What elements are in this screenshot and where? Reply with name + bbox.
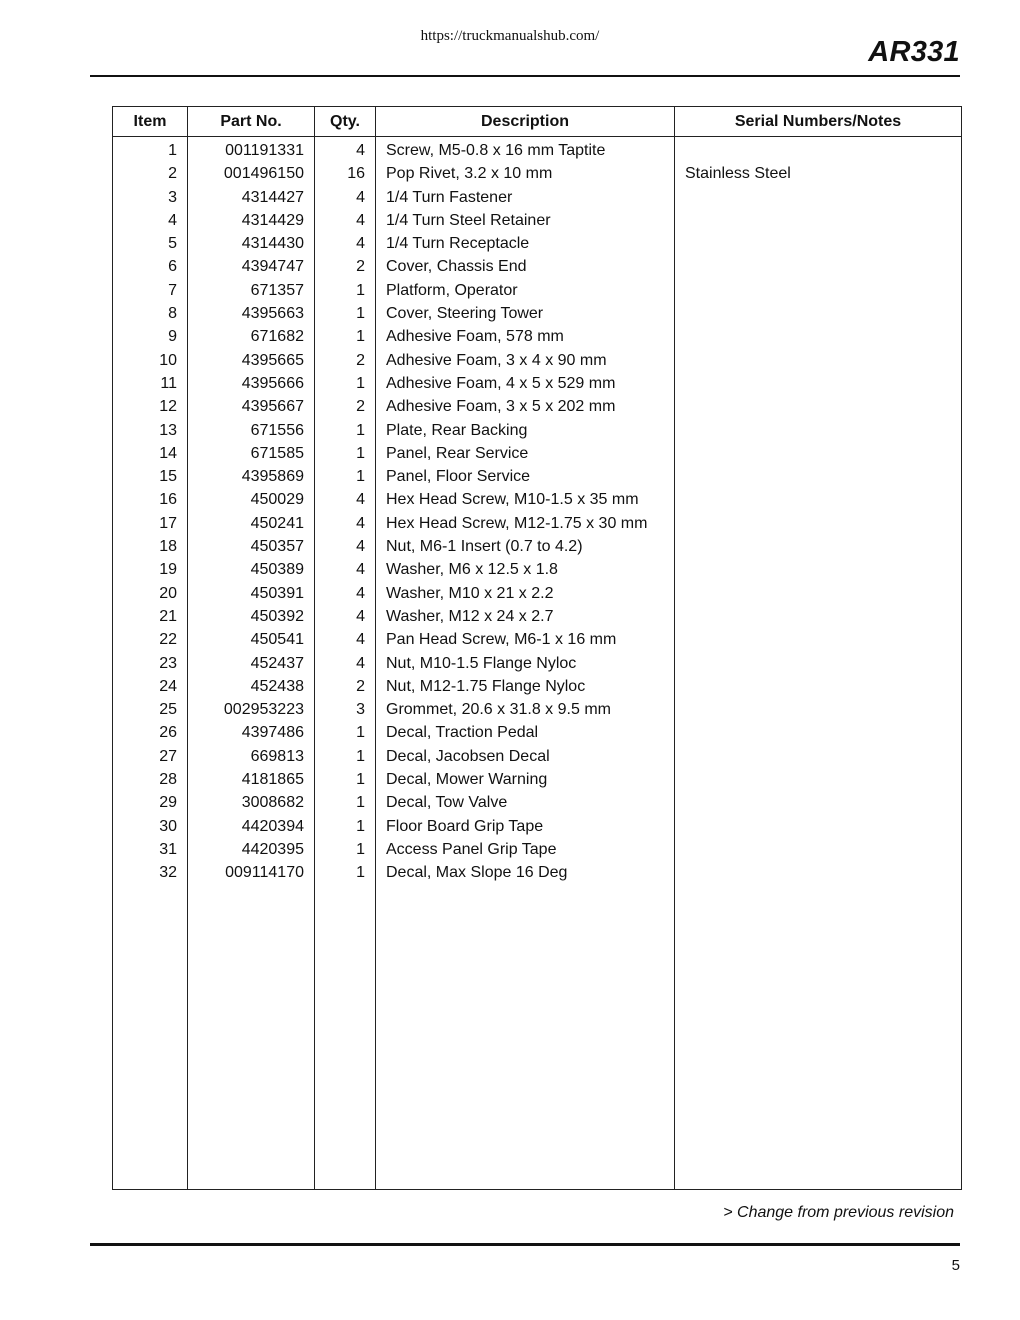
quantity-cell: 4 [315, 605, 376, 628]
notes-cell [675, 232, 962, 255]
table-row [113, 558, 962, 581]
part-number-cell: 009114170 [188, 861, 315, 884]
part-number-cell: 671357 [188, 279, 315, 302]
table-row [113, 465, 962, 488]
table-row [113, 419, 962, 442]
item-number-cell: 16 [113, 488, 188, 511]
table-row [113, 535, 962, 558]
item-number-cell: 25 [113, 698, 188, 721]
part-number-cell: 450391 [188, 582, 315, 605]
quantity-cell: 1 [315, 721, 376, 744]
quantity-cell: 1 [315, 279, 376, 302]
description-cell: Panel, Rear Service [376, 442, 675, 465]
part-number-cell: 4181865 [188, 768, 315, 791]
description-cell: Washer, M12 x 24 x 2.7 [376, 605, 675, 628]
revision-note: > Change from previous revision [723, 1204, 954, 1221]
table-row [113, 582, 962, 605]
notes-cell [675, 652, 962, 675]
item-number-cell: 6 [113, 255, 188, 278]
table-row [113, 209, 962, 232]
part-number-cell: 452438 [188, 675, 315, 698]
part-number-cell: 671556 [188, 419, 315, 442]
part-number-cell: 4395666 [188, 372, 315, 395]
quantity-cell: 2 [315, 675, 376, 698]
empty-cell [376, 885, 675, 1190]
quantity-cell: 1 [315, 815, 376, 838]
part-number-cell: 450389 [188, 558, 315, 581]
notes-cell [675, 861, 962, 884]
table-row [113, 372, 962, 395]
description-cell: Adhesive Foam, 3 x 5 x 202 mm [376, 395, 675, 418]
description-cell: Cover, Steering Tower [376, 302, 675, 325]
description-cell: Adhesive Foam, 3 x 4 x 90 mm [376, 349, 675, 372]
table-row [113, 861, 962, 884]
part-number-cell: 4314429 [188, 209, 315, 232]
quantity-cell: 2 [315, 255, 376, 278]
parts-table-body [113, 137, 962, 1190]
part-number-cell: 4314427 [188, 186, 315, 209]
description-cell: Cover, Chassis End [376, 255, 675, 278]
part-number-cell: 452437 [188, 652, 315, 675]
part-number-cell: 450357 [188, 535, 315, 558]
notes-cell [675, 186, 962, 209]
table-filler-row [113, 885, 962, 1190]
item-number-cell: 20 [113, 582, 188, 605]
header-divider [90, 75, 960, 77]
description-cell: Adhesive Foam, 4 x 5 x 529 mm [376, 372, 675, 395]
quantity-cell: 16 [315, 162, 376, 185]
item-number-cell: 24 [113, 675, 188, 698]
item-number-cell: 15 [113, 465, 188, 488]
notes-cell [675, 535, 962, 558]
quantity-cell: 4 [315, 652, 376, 675]
notes-cell [675, 698, 962, 721]
notes-cell [675, 791, 962, 814]
parts-list-table [112, 106, 962, 1190]
description-cell: Washer, M10 x 21 x 2.2 [376, 582, 675, 605]
quantity-cell: 1 [315, 768, 376, 791]
table-row [113, 698, 962, 721]
table-row [113, 675, 962, 698]
notes-cell [675, 745, 962, 768]
description-cell: Decal, Mower Warning [376, 768, 675, 791]
part-number-cell: 4420395 [188, 838, 315, 861]
source-url: https://truckmanualshub.com/ [420, 28, 600, 44]
description-cell: 1/4 Turn Fastener [376, 186, 675, 209]
item-number-cell: 26 [113, 721, 188, 744]
notes-cell [675, 325, 962, 348]
empty-cell [675, 885, 962, 1190]
notes-cell [675, 137, 962, 163]
item-number-cell: 32 [113, 861, 188, 884]
part-number-cell: 4395667 [188, 395, 315, 418]
description-cell: 1/4 Turn Steel Retainer [376, 209, 675, 232]
table-row [113, 186, 962, 209]
quantity-cell: 2 [315, 395, 376, 418]
notes-cell [675, 419, 962, 442]
description-cell: Floor Board Grip Tape [376, 815, 675, 838]
part-number-cell: 4394747 [188, 255, 315, 278]
table-row [113, 395, 962, 418]
item-number-cell: 9 [113, 325, 188, 348]
empty-cell [113, 885, 188, 1190]
item-number-cell: 31 [113, 838, 188, 861]
table-row [113, 721, 962, 744]
item-number-cell: 2 [113, 162, 188, 185]
footer-divider [90, 1243, 960, 1246]
item-number-cell: 4 [113, 209, 188, 232]
quantity-cell: 4 [315, 186, 376, 209]
table-row [113, 838, 962, 861]
notes-cell [675, 465, 962, 488]
quantity-cell: 1 [315, 791, 376, 814]
notes-cell [675, 372, 962, 395]
part-number-cell: 671585 [188, 442, 315, 465]
description-cell: Screw, M5-0.8 x 16 mm Taptite [376, 137, 675, 163]
notes-cell [675, 768, 962, 791]
item-number-cell: 17 [113, 512, 188, 535]
column-header-description: Description [376, 107, 675, 137]
notes-cell [675, 442, 962, 465]
notes-cell [675, 209, 962, 232]
item-number-cell: 19 [113, 558, 188, 581]
quantity-cell: 4 [315, 582, 376, 605]
quantity-cell: 1 [315, 325, 376, 348]
column-header-qty: Qty. [315, 107, 376, 137]
notes-cell [675, 582, 962, 605]
quantity-cell: 4 [315, 535, 376, 558]
part-number-cell: 450241 [188, 512, 315, 535]
quantity-cell: 4 [315, 628, 376, 651]
notes-cell [675, 721, 962, 744]
part-number-cell: 4395663 [188, 302, 315, 325]
table-row [113, 628, 962, 651]
part-number-cell: 4395665 [188, 349, 315, 372]
quantity-cell: 4 [315, 232, 376, 255]
description-cell: Nut, M10-1.5 Flange Nyloc [376, 652, 675, 675]
quantity-cell: 2 [315, 349, 376, 372]
table-header-row [113, 107, 962, 137]
table-row [113, 442, 962, 465]
table-row [113, 255, 962, 278]
table-row [113, 232, 962, 255]
item-number-cell: 1 [113, 137, 188, 163]
notes-cell [675, 675, 962, 698]
table-row [113, 325, 962, 348]
notes-cell [675, 488, 962, 511]
quantity-cell: 1 [315, 838, 376, 861]
item-number-cell: 13 [113, 419, 188, 442]
description-cell: Decal, Max Slope 16 Deg [376, 861, 675, 884]
part-number-cell: 4314430 [188, 232, 315, 255]
item-number-cell: 10 [113, 349, 188, 372]
table-row [113, 349, 962, 372]
notes-cell [675, 279, 962, 302]
table-row [113, 745, 962, 768]
table-row [113, 512, 962, 535]
description-cell: Plate, Rear Backing [376, 419, 675, 442]
item-number-cell: 21 [113, 605, 188, 628]
item-number-cell: 12 [113, 395, 188, 418]
table-row [113, 791, 962, 814]
page-number: 5 [951, 1257, 960, 1274]
table-row [113, 137, 962, 163]
item-number-cell: 3 [113, 186, 188, 209]
quantity-cell: 4 [315, 512, 376, 535]
description-cell: Decal, Traction Pedal [376, 721, 675, 744]
notes-cell [675, 605, 962, 628]
quantity-cell: 1 [315, 372, 376, 395]
part-number-cell: 002953223 [188, 698, 315, 721]
description-cell: Platform, Operator [376, 279, 675, 302]
item-number-cell: 29 [113, 791, 188, 814]
notes-cell [675, 628, 962, 651]
quantity-cell: 1 [315, 419, 376, 442]
description-cell: Pop Rivet, 3.2 x 10 mm [376, 162, 675, 185]
quantity-cell: 4 [315, 137, 376, 163]
notes-cell [675, 558, 962, 581]
item-number-cell: 23 [113, 652, 188, 675]
quantity-cell: 1 [315, 861, 376, 884]
column-header-item: Item [113, 107, 188, 137]
part-number-cell: 450029 [188, 488, 315, 511]
table-row [113, 162, 962, 185]
description-cell: Access Panel Grip Tape [376, 838, 675, 861]
model-code-title: AR331 [868, 36, 960, 68]
part-number-cell: 4420394 [188, 815, 315, 838]
part-number-cell: 450392 [188, 605, 315, 628]
notes-cell [675, 255, 962, 278]
description-cell: Adhesive Foam, 578 mm [376, 325, 675, 348]
description-cell: 1/4 Turn Receptacle [376, 232, 675, 255]
table-row [113, 815, 962, 838]
notes-cell [675, 302, 962, 325]
description-cell: Panel, Floor Service [376, 465, 675, 488]
table-row [113, 652, 962, 675]
part-number-cell: 4397486 [188, 721, 315, 744]
quantity-cell: 4 [315, 488, 376, 511]
item-number-cell: 5 [113, 232, 188, 255]
description-cell: Washer, M6 x 12.5 x 1.8 [376, 558, 675, 581]
quantity-cell: 4 [315, 558, 376, 581]
item-number-cell: 7 [113, 279, 188, 302]
table-row [113, 488, 962, 511]
item-number-cell: 28 [113, 768, 188, 791]
notes-cell [675, 395, 962, 418]
quantity-cell: 1 [315, 442, 376, 465]
quantity-cell: 1 [315, 302, 376, 325]
quantity-cell: 1 [315, 745, 376, 768]
quantity-cell: 3 [315, 698, 376, 721]
notes-cell [675, 815, 962, 838]
item-number-cell: 22 [113, 628, 188, 651]
item-number-cell: 14 [113, 442, 188, 465]
column-header-notes: Serial Numbers/Notes [675, 107, 962, 137]
notes-cell [675, 838, 962, 861]
item-number-cell: 11 [113, 372, 188, 395]
notes-cell: Stainless Steel [675, 162, 962, 185]
description-cell: Nut, M12-1.75 Flange Nyloc [376, 675, 675, 698]
item-number-cell: 8 [113, 302, 188, 325]
part-number-cell: 001191331 [188, 137, 315, 163]
item-number-cell: 18 [113, 535, 188, 558]
notes-cell [675, 512, 962, 535]
description-cell: Grommet, 20.6 x 31.8 x 9.5 mm [376, 698, 675, 721]
description-cell: Hex Head Screw, M10-1.5 x 35 mm [376, 488, 675, 511]
part-number-cell: 3008682 [188, 791, 315, 814]
description-cell: Hex Head Screw, M12-1.75 x 30 mm [376, 512, 675, 535]
empty-cell [315, 885, 376, 1190]
notes-cell [675, 349, 962, 372]
part-number-cell: 001496150 [188, 162, 315, 185]
column-header-part-no: Part No. [188, 107, 315, 137]
table-row [113, 605, 962, 628]
description-cell: Pan Head Screw, M6-1 x 16 mm [376, 628, 675, 651]
quantity-cell: 4 [315, 209, 376, 232]
description-cell: Decal, Tow Valve [376, 791, 675, 814]
table-row [113, 279, 962, 302]
part-number-cell: 669813 [188, 745, 315, 768]
description-cell: Nut, M6-1 Insert (0.7 to 4.2) [376, 535, 675, 558]
table-row [113, 302, 962, 325]
table-row [113, 768, 962, 791]
description-cell: Decal, Jacobsen Decal [376, 745, 675, 768]
item-number-cell: 30 [113, 815, 188, 838]
part-number-cell: 4395869 [188, 465, 315, 488]
part-number-cell: 450541 [188, 628, 315, 651]
empty-cell [188, 885, 315, 1190]
quantity-cell: 1 [315, 465, 376, 488]
part-number-cell: 671682 [188, 325, 315, 348]
item-number-cell: 27 [113, 745, 188, 768]
